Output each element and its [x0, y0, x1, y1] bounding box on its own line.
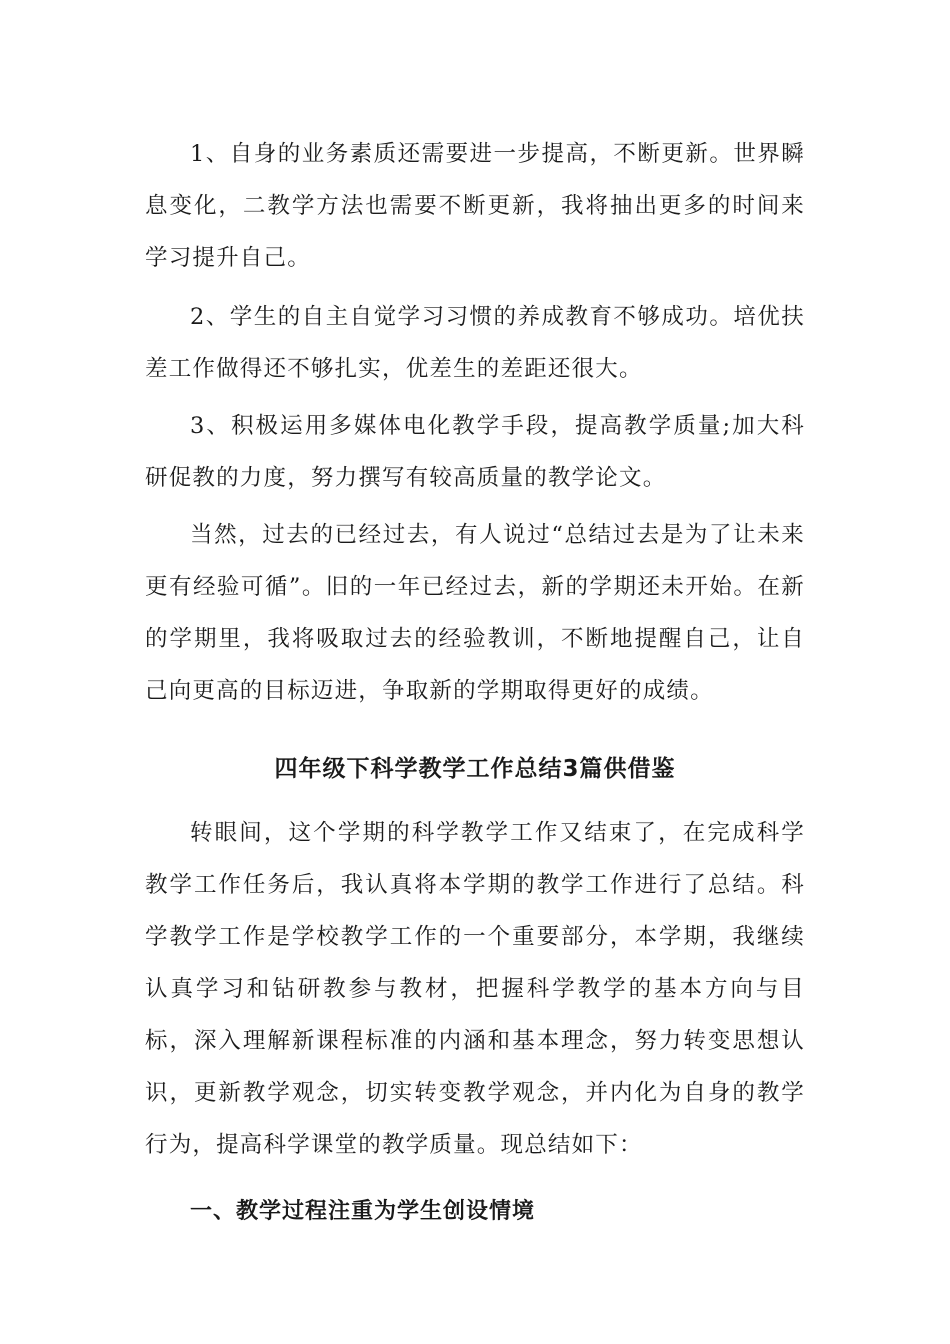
paragraph-3: 3、积极运用多媒体电化教学手段，提高教学质量;加大科研促教的力度，努力撰写有较高质量的教学论文。 [145, 413, 805, 491]
section-title: 四年级下科学教学工作总结3篇供借鉴 [274, 756, 676, 782]
subheading: 一、教学过程注重为学生创设情境 [190, 1199, 536, 1224]
document-page [145, 128, 805, 1238]
paragraph-4: 当然，过去的已经过去，有人说过“总结过去是为了让未来更有经验可循”。旧的一年已经过去，新的学期还未开始。在新的学期里，我将吸取过去的经验教训，不断地提醒自己，让自己向更高的目标迈进，争取新的学期取得更好的成绩。 [145, 522, 805, 704]
intro-paragraph: 转眼间，这个学期的科学教学工作又结束了，在完成科学教学工作任务后，我认真将本学期的教学工作进行了总结。科学教学工作是学校教学工作的一个重要部分，本学期，我继续认真学习和钻研教参与教材，把握科学教学的基本方向与目标，深入理解新课程标准的内涵和基本理念，努力转变思想认识，更新教学观念，切实转变教学观念，并内化为自身的教学行为，提高科学课堂的教学质量。现总结如下： [145, 820, 805, 1158]
paragraph-1: 1、自身的业务素质还需要进一步提高，不断更新。世界瞬息变化，二教学方法也需要不断更新，我将抽出更多的时间来学习提升自己。 [145, 141, 805, 271]
paragraph-2: 2、学生的自主自觉学习习惯的养成教育不够成功。培优扶差工作做得还不够扎实，优差生的差距还很大。 [145, 304, 805, 382]
